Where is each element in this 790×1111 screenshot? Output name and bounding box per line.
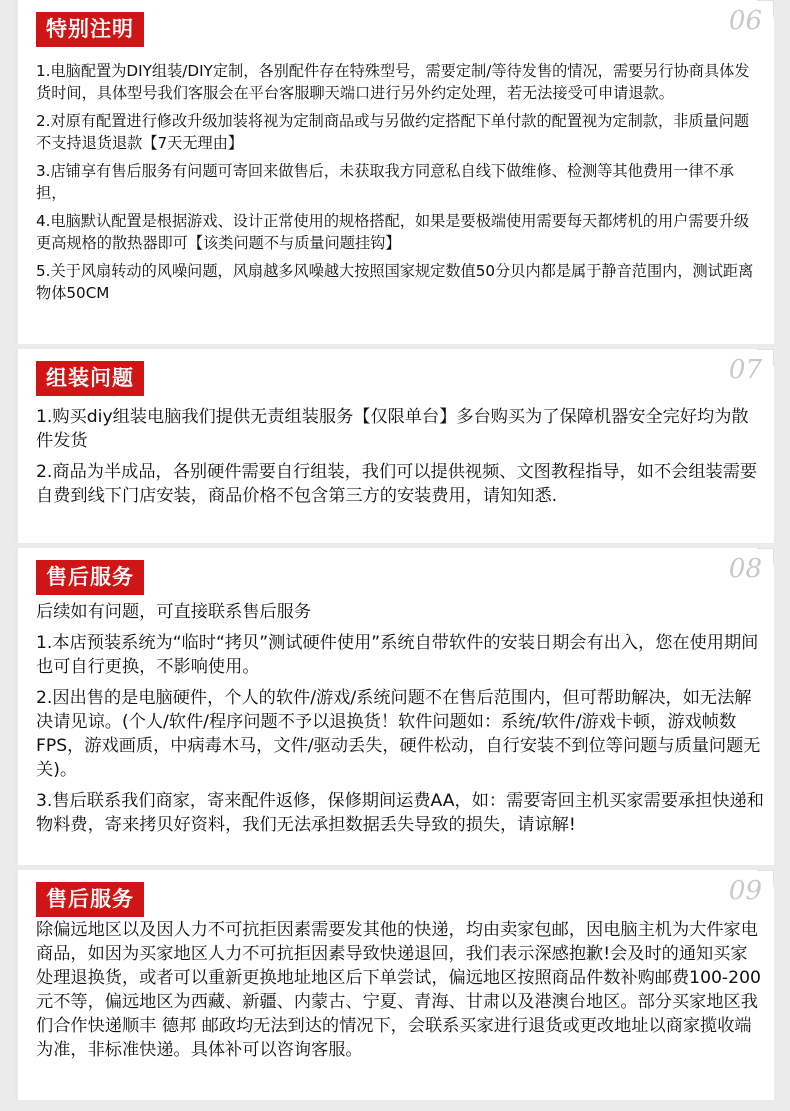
paragraph: 5.关于风扇转动的风噪问题，风扇越多风噪越大按照国家规定数值50分贝内都是属于静音范围内，测试距离物体50CM bbox=[36, 262, 754, 302]
paragraph: 除偏远地区以及因人力不可抗拒因素需要发其他的快递，均由卖家包邮，因电脑主机为大件家电商品，如因为买家地区人力不可抗拒因素导致快递退回，我们表示深感抱歉!会及时的通知买家处理退换货，或者可以重新更换地址地区后下单尝试，偏远地区按照商品件数补购邮费100-200元不等，偏远地区为西藏、新疆、内蒙古、宁夏、青海、甘肃以及港澳台地区。部分买家地区我们合作快递顺丰 德邦 邮政均无法到达的情况下，会联系买家进行退货或更改地址以商家揽收端为准，非标准快递。具体补可以咨询客服。 bbox=[36, 920, 761, 1060]
paragraph: 3.店铺享有售后服务有问题可寄回来做售后，未获取我方同意私自线下做维修、检测等其他费用一律不承担， bbox=[36, 162, 734, 202]
paragraph: 后续如有问题，可直接联系售后服务 bbox=[36, 602, 312, 622]
paragraph: 4.电脑默认配置是根据游戏、设计正常使用的规格搭配，如果是要极端使用需要每天都烤机的用户需要升级更高规格的散热器即可【该类问题不与质量问题挂钩】 bbox=[36, 212, 750, 252]
section-body bbox=[36, 60, 764, 310]
paragraph: 1.电脑配置为DIY组装/DIY定制，各别配件存在特殊型号，需要定制/等待发售的情况，需要另行协商具体发货时间，具体型号我们客服会在平台客服聊天端口进行另外约定处理，若无法接受可申请退款。 bbox=[36, 62, 750, 102]
section-body bbox=[36, 405, 764, 515]
section-after-sales-1 bbox=[14, 548, 774, 865]
section-number: 06 bbox=[728, 6, 762, 36]
section-number: 08 bbox=[728, 554, 762, 584]
section-body bbox=[36, 600, 764, 844]
paragraph: 2.因出售的是电脑硬件，个人的软件/游戏/系统问题不在售后范围内，但可帮助解决，如无法解决请见谅。(个人/软件/程序问题不予以退换货！软件问题如：系统/软件/游戏卡顿，游戏帧数FPS，游戏画质，中病毒木马，文件/驱动丢失，硬件松动，自行安装不到位等问题与质量问题无关)。 bbox=[36, 688, 761, 780]
section-title: 售后服务 bbox=[36, 560, 144, 595]
section-title: 特别注明 bbox=[36, 12, 144, 47]
paragraph: 1.本店预装系统为“临时“拷贝”测试硬件使用”系统自带软件的安装日期会有出入，您在使用期间也可自行更换，不影响使用。 bbox=[36, 633, 759, 677]
section-body bbox=[36, 918, 764, 1062]
section-number: 09 bbox=[728, 876, 762, 906]
section-after-sales-2 bbox=[14, 870, 774, 1100]
section-number: 07 bbox=[728, 355, 762, 385]
paragraph: 1.购买diy组装电脑我们提供无责组装服务【仅限单台】多台购买为了保障机器安全完好均为散件发货 bbox=[36, 407, 749, 451]
section-assembly bbox=[14, 349, 774, 543]
section-special-notes bbox=[14, 0, 774, 344]
paragraph: 2.对原有配置进行修改升级加装将视为定制商品或与另做约定搭配下单付款的配置视为定制款，非质量问题不支持退货退款【7天无理由】 bbox=[36, 112, 750, 152]
paragraph: 2.商品为半成品，各别硬件需要自行组装，我们可以提供视频、文图教程指导，如不会组装需要自费到线下门店安装，商品价格不包含第三方的安装费用，请知知悉. bbox=[36, 462, 758, 506]
paragraph: 3.售后联系我们商家，寄来配件返修，保修期间运费AA，如：需要寄回主机买家需要承担快递和物料费，寄来拷贝好资料，我们无法承担数据丢失导致的损失，请谅解! bbox=[36, 791, 764, 835]
section-title: 组装问题 bbox=[36, 361, 144, 396]
section-title: 售后服务 bbox=[36, 882, 144, 917]
